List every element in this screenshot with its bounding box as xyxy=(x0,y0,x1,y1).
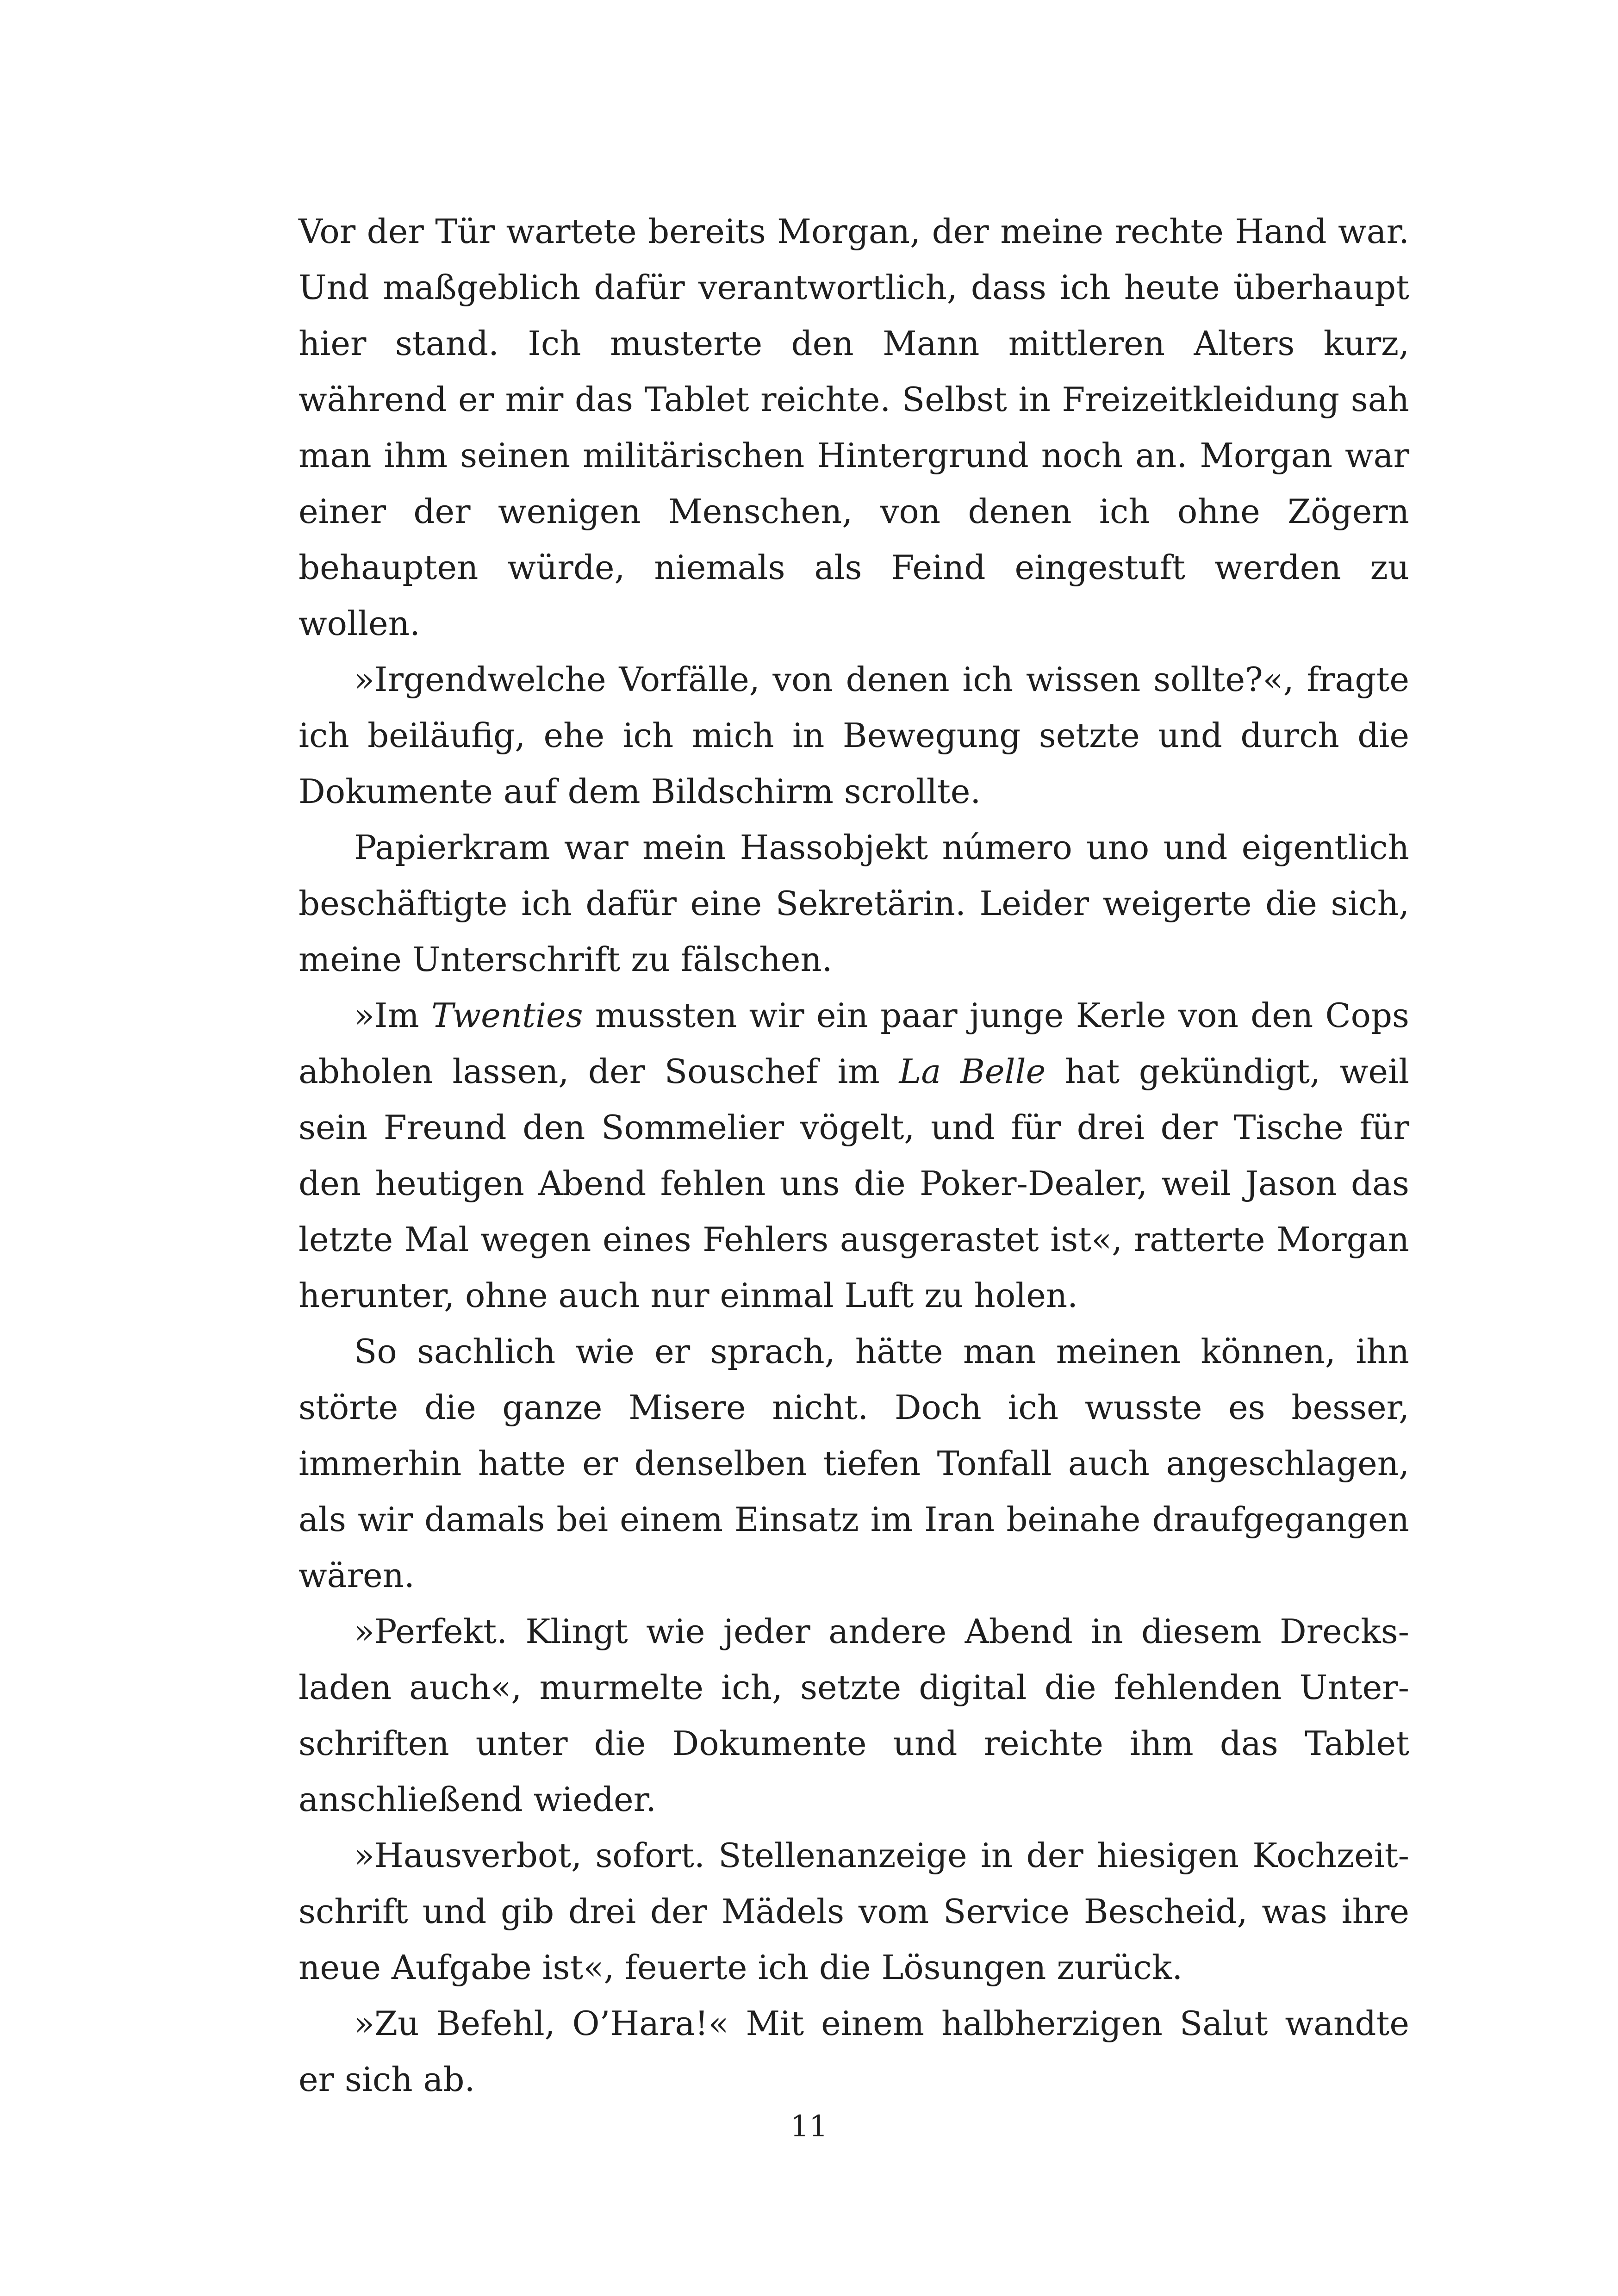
paragraph-6 xyxy=(299,1604,1409,1828)
paragraph-text: »Zu Befehl, O’Hara!« Mit einem halbherzigen Salut wandte er sich ab. xyxy=(299,2004,1409,2099)
paragraph-text: So sachlich wie er sprach, hätte man meinen können, ihn störte die ganze Misere nicht. Doch ich wusste es besser, immerhin hatte er denselben tiefen Tonfall auch angeschlagen, als wir damals bei einem Einsatz im Iran beinahe draufgegangen wären. xyxy=(299,1332,1409,1595)
paragraph-7 xyxy=(299,1828,1409,1996)
paragraph-text: hat gekündigt, weil sein Freund den Sommelier vögelt, und für drei der Tische für den heutigen Abend fehlen uns die Poker-Dealer, weil Jason das letzte Mal wegen eines Fehlers ausgerastet ist«, ratterte Morgan herunter, ohne auch nur einmal Luft zu holen. xyxy=(299,1052,1410,1315)
paragraph-text: »Im xyxy=(354,996,432,1035)
italic-venue-name: La Belle xyxy=(899,1052,1046,1091)
italic-venue-name: Twenties xyxy=(431,996,583,1035)
paragraph-3 xyxy=(299,820,1409,988)
body-text xyxy=(299,204,1409,2108)
paragraph-text: »Hausverbot, sofort. Stellenanzeige in der hiesigen Kochzeitschrift und gib drei der Mädels vom Service Bescheid, was ihre neue Aufgabe ist«, feuerte ich die Lösungen zurück. xyxy=(299,1836,1409,1987)
paragraph-8 xyxy=(299,1996,1409,2108)
paragraph-text: mussten wir ein paar junge Kerle von den Cops abholen lassen, der Souschef im xyxy=(299,996,1410,1091)
paragraph-4 xyxy=(299,988,1409,1324)
paragraph-text: »Perfekt. Klingt wie jeder andere Abend in diesem Drecksladen auch«, murmelte ich, setzte digital die fehlenden Unterschriften unter die Dokumente und reichte ihm das Tablet anschließend wieder. xyxy=(299,1612,1409,1819)
page-number: 11 xyxy=(790,2109,828,2144)
paragraph-text: Vor der Tür wartete bereits Morgan, der meine rechte Hand war. Und maßgeblich dafür verantwortlich, dass ich heute überhaupt hier stand. Ich musterte den Mann mittleren Alters kurz, während er mir das Tablet reichte. Selbst in Freizeitkleidung sah man ihm seinen militärischen Hintergrund noch an. Morgan war einer der wenigen Menschen, von denen ich ohne Zögern behaupten würde, niemals als Feind eingestuft werden zu wollen. xyxy=(299,212,1409,643)
paragraph-2 xyxy=(299,652,1409,820)
paragraph-text: »Irgendwelche Vorfälle, von denen ich wissen sollte?«, fragte ich beiläufig, ehe ich mich in Bewegung setzte und durch die Dokumente auf dem Bildschirm scrollte. xyxy=(299,660,1409,811)
paragraph-1 xyxy=(299,204,1409,652)
paragraph-5 xyxy=(299,1324,1409,1604)
paragraph-text: Papierkram war mein Hassobjekt número uno und eigentlich beschäftigte ich dafür eine Sekretärin. Leider weigerte die sich, meine Unterschrift zu fälschen. xyxy=(299,828,1409,979)
